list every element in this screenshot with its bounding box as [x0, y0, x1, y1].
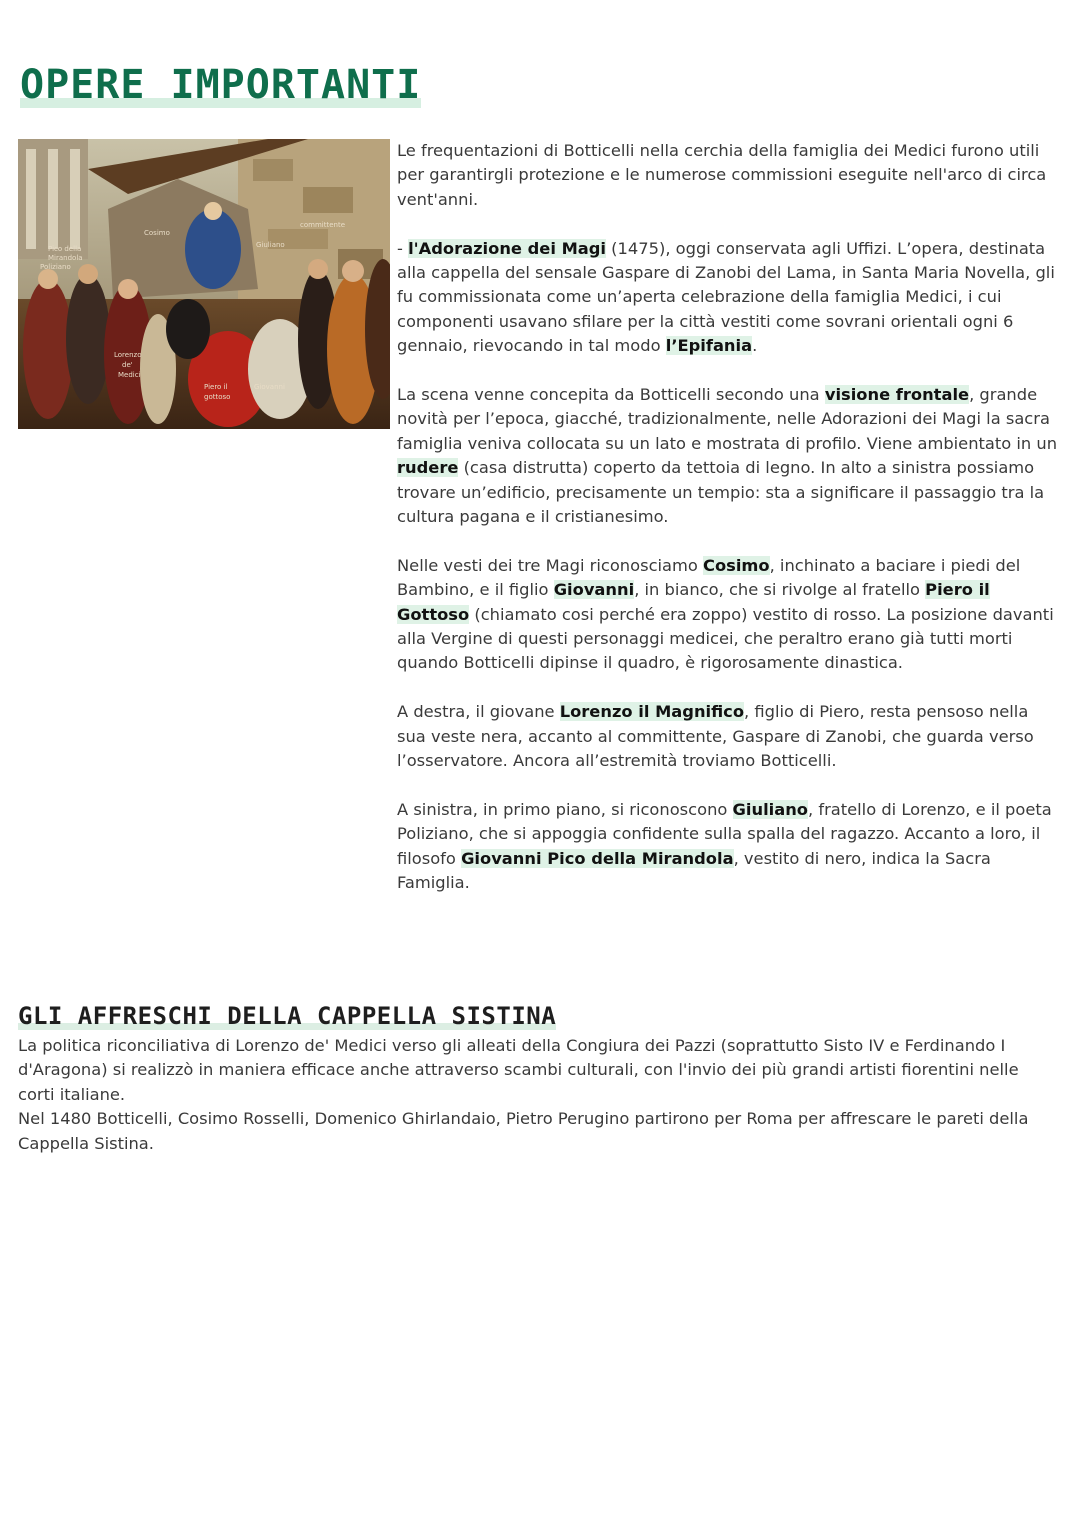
label-pico-2: Mirandola: [48, 254, 83, 262]
paragraph-lorenzo: A destra, il giovane Lorenzo il Magnifico, figlio di Piero, resta pensoso nella sua veste nera, accanto al committente, Gaspare di Zanobi, che guarda verso l’osservatore. Ancora all’estremità troviamo Botticelli.: [397, 702, 1034, 771]
label-piero-2: gottoso: [204, 393, 231, 401]
highlight-lorenzo: Lorenzo il Magnifico: [559, 702, 745, 722]
highlight-pico: Giovanni Pico della Mirandola: [461, 848, 734, 868]
label-poliziano: Poliziano: [40, 263, 71, 271]
section-heading-sistina: GLI AFFRESCHI DELLA CAPPELLA SISTINA: [18, 1002, 557, 1030]
highlight-giuliano: Giuliano: [732, 799, 808, 819]
highlight-piero: Piero il Gottoso: [397, 580, 990, 624]
main-text-column: [397, 139, 1059, 920]
paragraph-giuliano: A sinistra, in primo piano, si riconoscono Giuliano, fratello di Lorenzo, e il poeta Poliziano, che si appoggia confidente sulla spalla del ragazzo. Accanto a loro, il filosofo Giovanni Pico della Mirandola, vestito di nero, indica la Sacra Famiglia.: [397, 799, 1052, 893]
label-lorenzo-2: de': [122, 361, 133, 369]
paragraph-roma: Nel 1480 Botticelli, Cosimo Rosselli, Domenico Ghirlandaio, Pietro Perugino partirono per Roma per affrescare le pareti della Cappella Sistina.: [18, 1109, 1029, 1153]
label-giuliano: Giuliano: [256, 241, 285, 249]
label-committente: committente: [300, 221, 345, 229]
highlight-giovanni: Giovanni: [553, 580, 635, 600]
highlight-visione-frontale: visione frontale: [824, 385, 970, 405]
label-giovanni: Giovanni: [254, 383, 285, 391]
label-pico-1: Pico della: [48, 245, 82, 253]
paragraph-intro: Le frequentazioni di Botticelli nella cerchia della famiglia dei Medici furono utili per garantirgli protezione e le numerose commissioni eseguite nell'arco di circa vent'anni.: [397, 141, 1047, 209]
label-lorenzo-3: Medici: [118, 371, 141, 379]
highlight-rudere: rudere: [397, 458, 459, 478]
paragraph-magi: Nelle vesti dei tre Magi riconosciamo Cosimo, inchinato a baciare i piedi del Bambino, e il figlio Giovanni, in bianco, che si rivolge al fratello Piero il Gottoso (chiamato cosi perché era zoppo) vestito di rosso. La posizione davanti alla Vergine di questi personaggi medicei, che peraltro erano già tutti morti quando Botticelli dipinse il quadro, è rigorosamente dinastica.: [397, 555, 1054, 673]
adoration-of-the-magi-image: [18, 139, 390, 429]
highlight-adorazione: l'Adorazione dei Magi: [408, 238, 606, 258]
sistina-text: [18, 1034, 1058, 1156]
label-cosimo: Cosimo: [144, 229, 170, 237]
main-heading: OPERE IMPORTANTI: [20, 62, 422, 108]
label-lorenzo-1: Lorenzo: [114, 351, 142, 359]
paragraph-adorazione: - l'Adorazione dei Magi (1475), oggi conservata agli Uffizi. L’opera, destinata alla cappella del sensale Gaspare di Zanobi del Lama, in Santa Maria Novella, gli fu commissionata come un’aperta celebrazione della famiglia Medici, i cui componenti usavano sfilare per la città vestiti come sovrani orientali ogni 6 gennaio, rievocando in tal modo l’Epifania.: [397, 238, 1055, 356]
label-piero-1: Piero il: [204, 383, 228, 391]
highlight-epifania: l’Epifania: [665, 336, 753, 356]
highlight-cosimo: Cosimo: [703, 555, 770, 575]
paragraph-politica: La politica riconciliativa di Lorenzo de' Medici verso gli alleati della Congiura dei Pazzi (soprattutto Sisto IV e Ferdinando I d'Aragona) si realizzò in maniera efficace anche attraverso scambi culturali, con l'invio dei più grandi artisti fiorentini nelle corti italiane.: [18, 1036, 1019, 1104]
paragraph-scena: La scena venne concepita da Botticelli secondo una visione frontale, grande novità per l’epoca, giacché, tradizionalmente, nelle Adorazioni dei Magi la sacra famiglia veniva collocata su un lato e mostrata di profilo. Viene ambientato in un rudere (casa distrutta) coperto da tettoia di legno. In alto a sinistra possiamo trovare un’edificio, precisamente un tempio: sta a significare il passaggio tra la cultura pagana e il cristianesimo.: [397, 385, 1058, 527]
